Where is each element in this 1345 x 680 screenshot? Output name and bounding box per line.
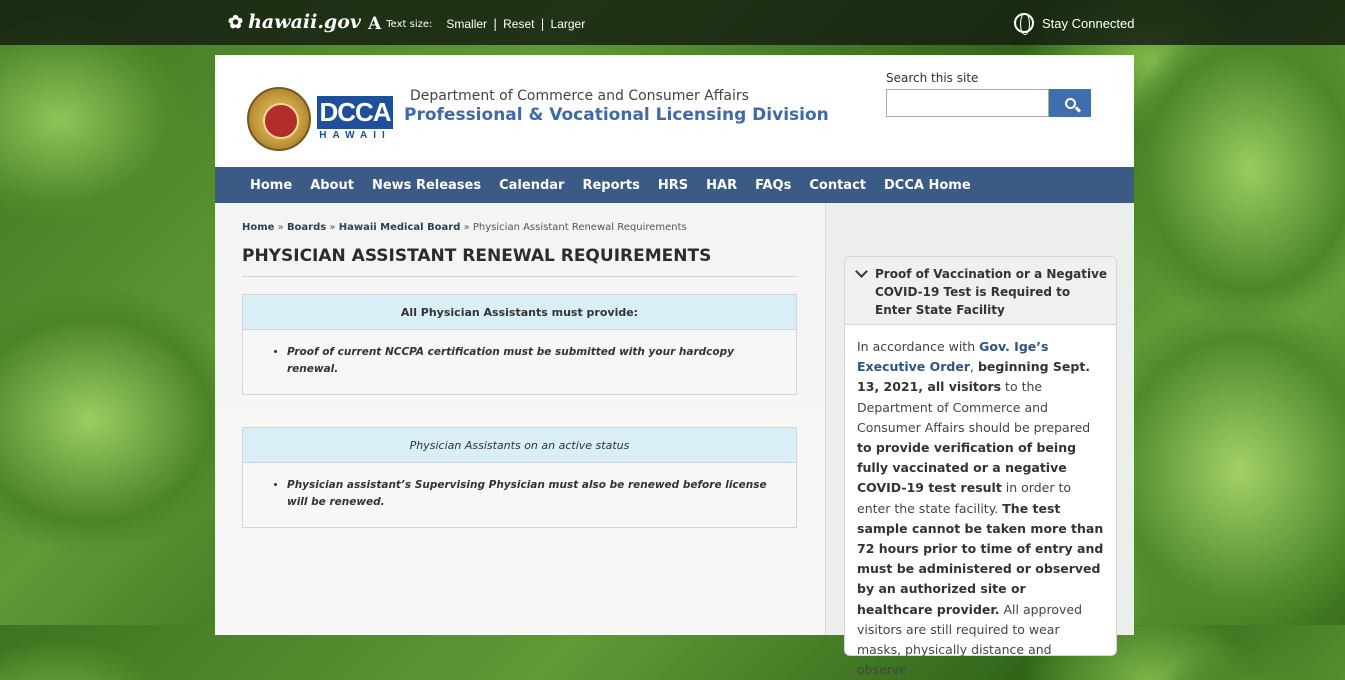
breadcrumb-board[interactable]: Hawaii Medical Board	[338, 222, 461, 233]
requirements-table-all	[242, 294, 797, 395]
nav-about[interactable]: About	[310, 177, 354, 193]
text-smaller-link[interactable]: Smaller	[446, 17, 488, 31]
content-area	[215, 203, 1134, 678]
alert-body	[845, 325, 1116, 680]
table-header: Physician Assistants on an active status	[243, 428, 796, 463]
nav-har[interactable]: HAR	[706, 177, 738, 193]
alert-toggle[interactable]	[845, 257, 1116, 325]
breadcrumb-boards[interactable]: Boards	[286, 222, 327, 233]
hawaii-gov-logo[interactable]	[228, 11, 361, 33]
requirements-list	[243, 463, 796, 527]
dcca-logo-subtext: HAWAII	[319, 130, 391, 141]
alert-text: All approved visitors are still required to wear masks, physically distance and observe	[857, 601, 1083, 678]
breadcrumb-home[interactable]: Home	[242, 222, 275, 233]
text-size-icon: A	[368, 14, 382, 34]
search-icon	[1065, 98, 1076, 109]
dcca-logo-text: DCCA	[317, 96, 393, 129]
nav-contact[interactable]: Contact	[809, 177, 866, 193]
dcca-logo[interactable]	[317, 96, 393, 140]
separator: |	[540, 17, 545, 31]
alert-bold-text: to provide verification of being fully vaccinated or a negative COVID-19 test result	[857, 440, 1077, 496]
nav-calendar[interactable]: Calendar	[499, 177, 565, 193]
text-size-label: Text size:	[386, 18, 433, 30]
stay-connected-label: Stay Connected	[1042, 15, 1135, 31]
alert-text: ,	[970, 359, 978, 375]
nav-home[interactable]: Home	[250, 177, 293, 193]
breadcrumb-separator: »	[326, 222, 339, 233]
division-name[interactable]: Professional & Vocational Licensing Division	[404, 105, 829, 125]
breadcrumb-current: Physician Assistant Renewal Requirements	[472, 222, 687, 233]
nav-hrs[interactable]: HRS	[657, 177, 689, 193]
alert-text: to the Department of Commerce and Consumer Affairs should be prepared	[857, 379, 1091, 435]
breadcrumb	[242, 222, 687, 233]
alert-text: In accordance with	[857, 339, 980, 354]
alert-bold-text: The test sample cannot be taken more than 72 hours prior to time of entry and must be administered or observed by an authorized site or healthcare provider.	[857, 500, 1104, 617]
text-larger-link[interactable]: Larger	[550, 17, 586, 31]
main-container	[215, 55, 1134, 678]
globe-icon	[1014, 13, 1034, 33]
alert-text: in order to enter the state facility.	[857, 480, 1071, 516]
requirements-list	[243, 330, 796, 394]
site-header	[215, 55, 1134, 167]
separator: |	[493, 17, 498, 31]
breadcrumb-separator: »	[460, 222, 473, 233]
main-nav	[215, 167, 1134, 203]
state-seal-logo[interactable]	[247, 87, 311, 151]
covid-alert-box	[844, 256, 1117, 678]
chevron-down-icon	[855, 265, 868, 278]
nav-dcca-home[interactable]: DCCA Home	[884, 177, 971, 193]
breadcrumb-separator: »	[274, 222, 287, 233]
text-reset-link[interactable]: Reset	[503, 17, 535, 31]
sidebar	[825, 203, 1134, 678]
hibiscus-icon: ✿	[228, 11, 244, 33]
stay-connected-link[interactable]	[1014, 13, 1135, 33]
requirements-table-active	[242, 427, 797, 528]
search-label: Search this site	[886, 71, 979, 85]
search-input[interactable]	[886, 89, 1049, 117]
alert-title: Proof of Vaccination or a Negative COVID-19 Test is Required to Enter State Facility	[875, 267, 1108, 317]
text-size-controls	[368, 14, 585, 34]
table-header: All Physician Assistants must provide:	[243, 295, 796, 330]
list-item: • Proof of current NCCPA certification must be submitted with your hardcopy renewal.	[287, 344, 780, 378]
nav-faqs[interactable]: FAQs	[755, 177, 792, 193]
brand-text: hawaii.gov	[248, 11, 361, 33]
department-name: Department of Commerce and Consumer Affairs	[410, 88, 749, 104]
executive-order-link[interactable]: Gov. Ige’s Executive Order	[857, 339, 1049, 375]
search-button[interactable]	[1049, 89, 1091, 117]
top-bar	[0, 0, 1345, 45]
nav-reports[interactable]: Reports	[582, 177, 640, 193]
page-title: PHYSICIAN ASSISTANT RENEWAL REQUIREMENTS	[242, 246, 797, 277]
nav-news-releases[interactable]: News Releases	[371, 177, 482, 193]
alert-bold-text: beginning Sept. 13, 2021, all visitors	[857, 359, 1091, 395]
list-item: • Physician assistant’s Supervising Physician must also be renewed before license will be renewed.	[287, 477, 780, 511]
